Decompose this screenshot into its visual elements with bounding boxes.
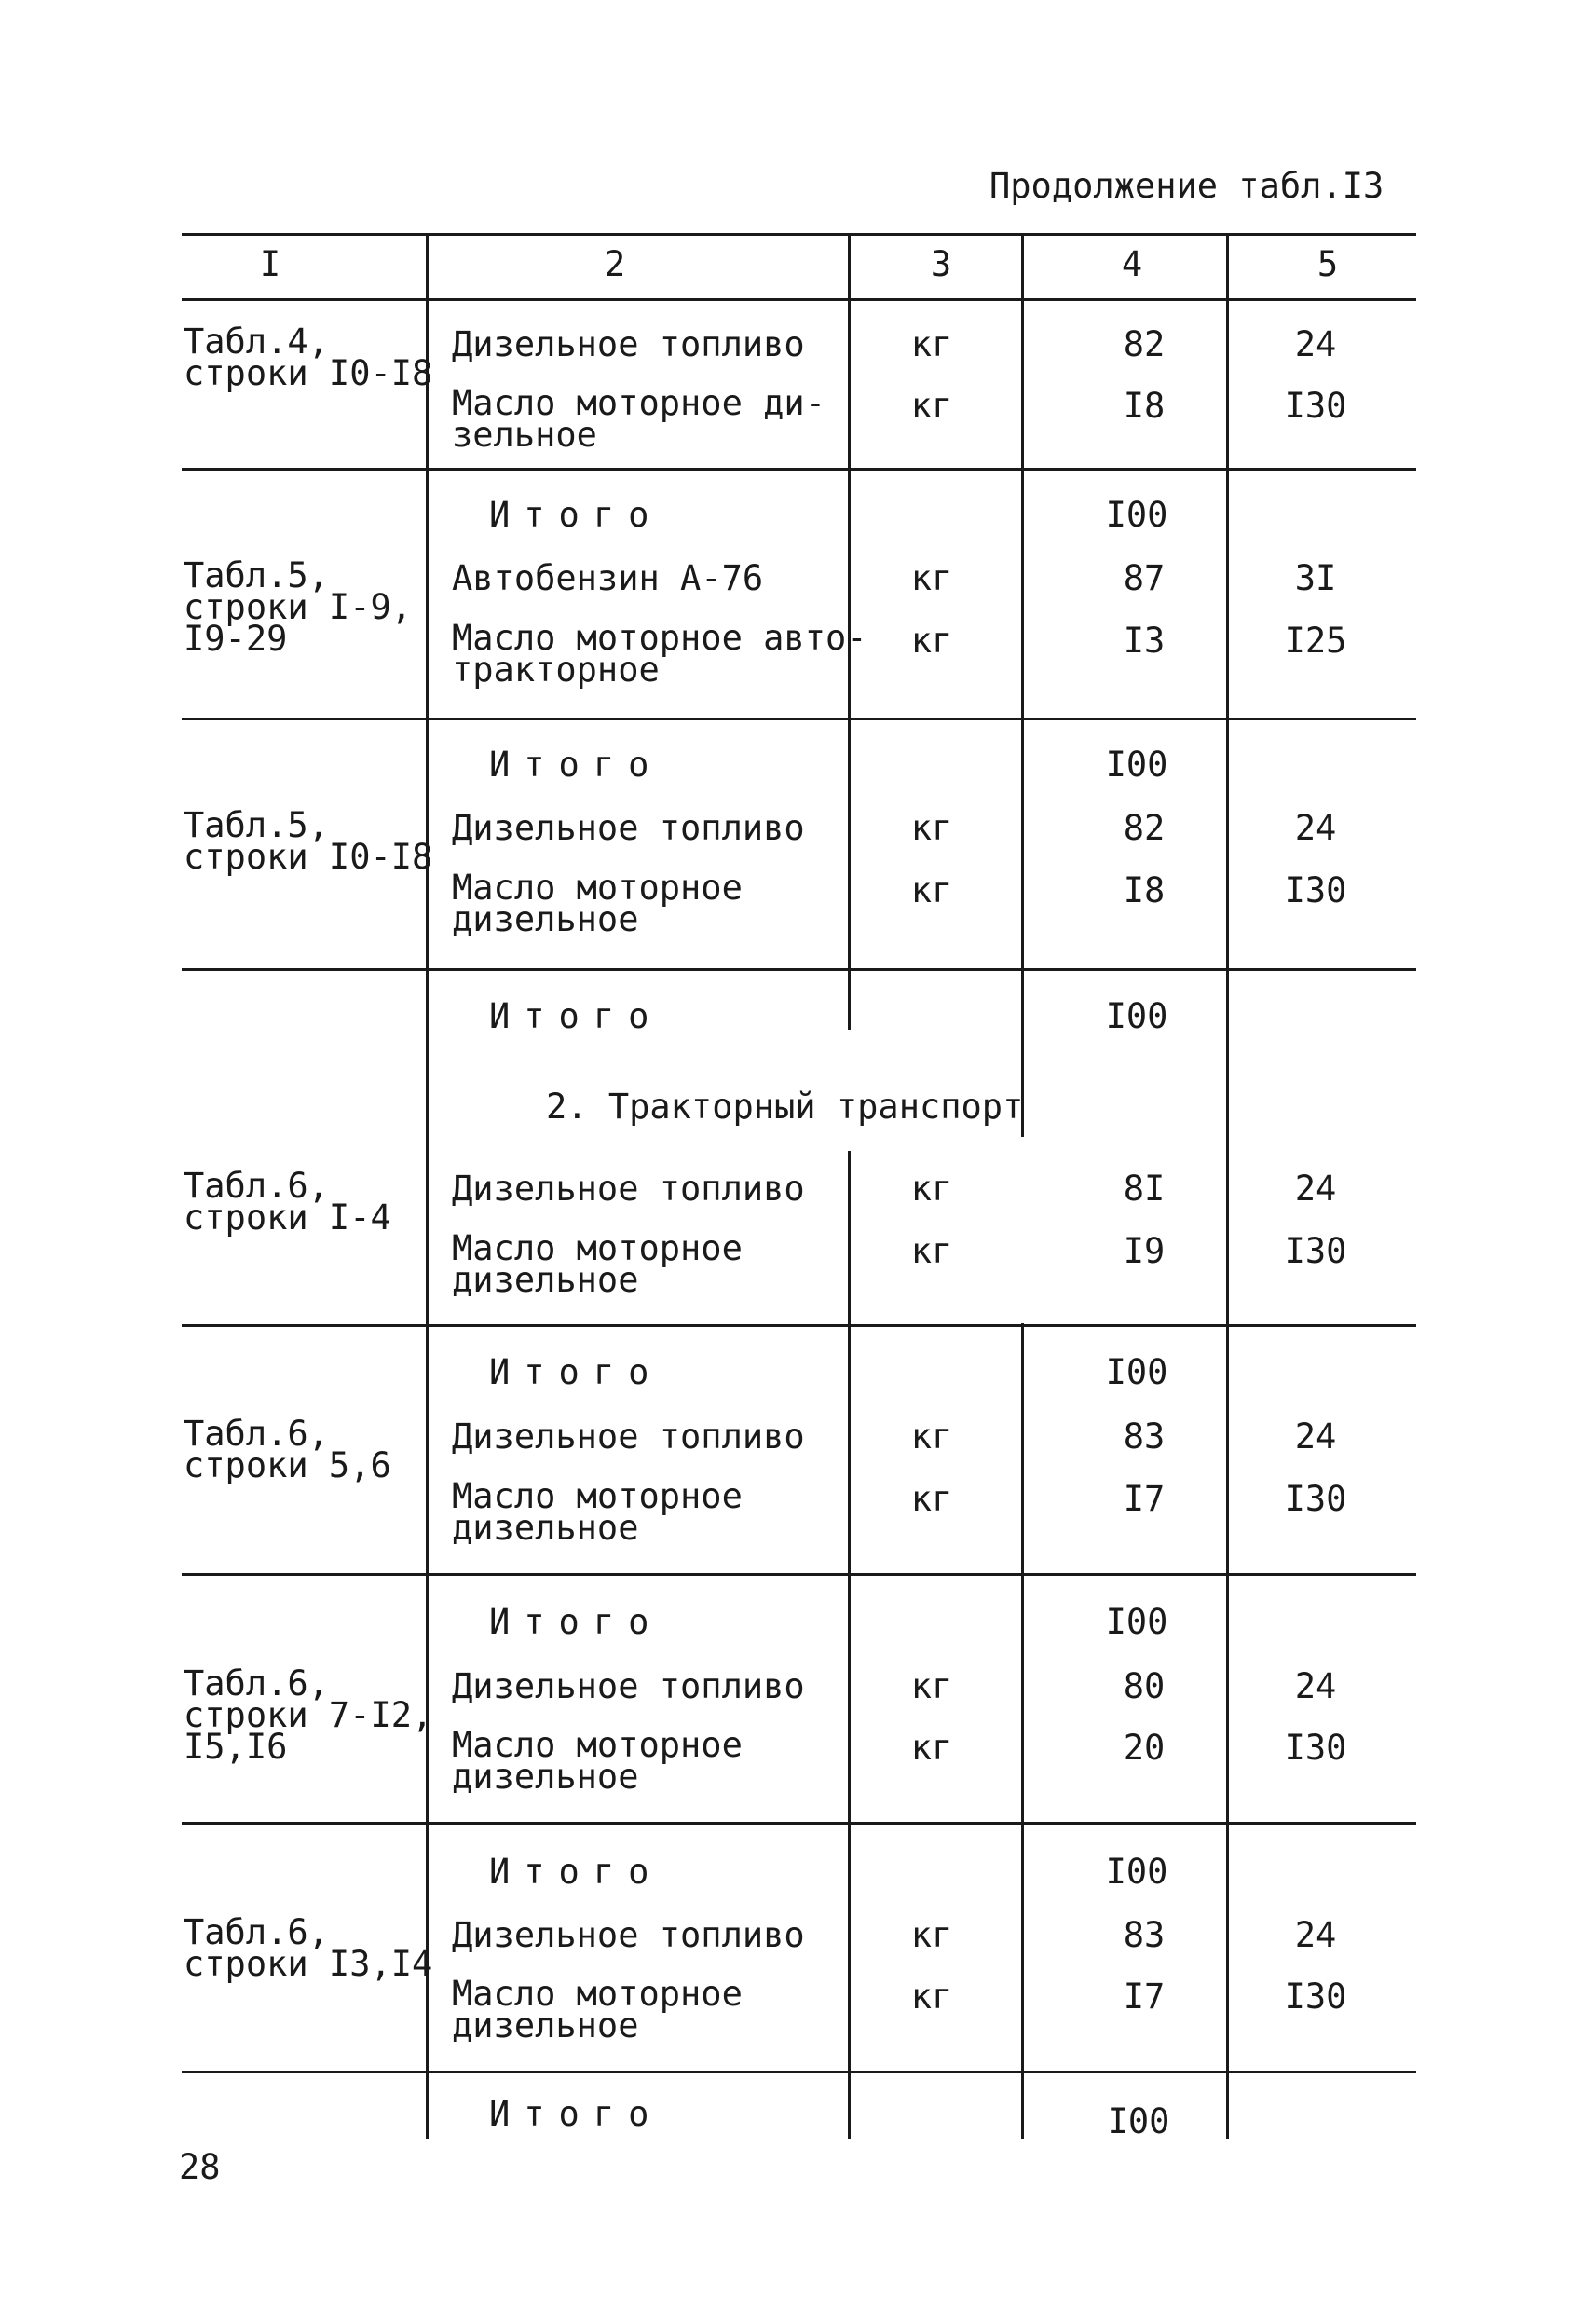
total-value: I00 bbox=[1105, 996, 1168, 1036]
item-unit: кг bbox=[910, 1915, 953, 1955]
section-title: 2. Тракторный транспорт bbox=[546, 1087, 1024, 1127]
item-name: Дизельное топливо bbox=[452, 1666, 805, 1706]
item-unit: кг bbox=[910, 1416, 953, 1457]
item-unit: кг bbox=[910, 621, 953, 661]
item-unit: кг bbox=[910, 1728, 953, 1768]
column-header-4: 4 bbox=[1121, 244, 1143, 284]
item-share: I7 bbox=[1123, 1977, 1166, 2017]
item-unit: кг bbox=[910, 1666, 953, 1706]
item-code: I30 bbox=[1284, 1479, 1347, 1519]
item-unit: кг bbox=[910, 1977, 953, 2017]
total-label: Итого bbox=[489, 495, 663, 535]
item-unit: кг bbox=[910, 1479, 953, 1519]
column-rule-3a bbox=[1021, 233, 1024, 1137]
column-rule-1 bbox=[426, 233, 429, 2139]
source-cell: Табл.5, строки I-9, I9-29 bbox=[184, 555, 413, 659]
total-label: Итого bbox=[489, 1602, 663, 1642]
group-rule-7 bbox=[182, 2071, 1416, 2073]
item-name: Автобензин А-76 bbox=[452, 558, 764, 598]
item-name: Дизельное топливо bbox=[452, 324, 805, 364]
item-code: I30 bbox=[1284, 386, 1347, 426]
column-header-3: 3 bbox=[930, 244, 952, 284]
item-unit: кг bbox=[910, 558, 953, 598]
column-header-1: I bbox=[259, 244, 281, 284]
total-value: I00 bbox=[1105, 1852, 1168, 1892]
item-share: I9 bbox=[1123, 1231, 1166, 1271]
group-rule-3 bbox=[182, 968, 1416, 971]
item-code: 24 bbox=[1294, 1666, 1337, 1706]
item-share: I7 bbox=[1123, 1479, 1166, 1519]
item-unit: кг bbox=[910, 324, 953, 364]
item-name: Масло моторное дизельное bbox=[452, 868, 743, 939]
source-cell: Табл.6, строки 5,6 bbox=[184, 1414, 391, 1485]
column-rule-3b bbox=[1021, 1323, 1024, 2139]
table-top-rule bbox=[182, 233, 1416, 236]
item-share: 83 bbox=[1123, 1915, 1166, 1955]
item-share: 82 bbox=[1123, 808, 1166, 848]
source-cell: Табл.6, строки 7-I2, I5,I6 bbox=[184, 1663, 433, 1767]
item-name: Масло моторное авто- тракторное bbox=[452, 618, 867, 690]
item-name: Масло моторное дизельное bbox=[452, 1974, 743, 2045]
group-rule-5 bbox=[182, 1573, 1416, 1576]
total-label: Итого bbox=[489, 996, 663, 1036]
table-caption: Продолжение табл.I3 bbox=[989, 166, 1385, 206]
total-value: I00 bbox=[1105, 495, 1168, 535]
item-code: I30 bbox=[1284, 870, 1347, 910]
total-value: I00 bbox=[1107, 2101, 1170, 2141]
item-name: Дизельное топливо bbox=[452, 1169, 805, 1209]
item-code: I25 bbox=[1284, 621, 1347, 661]
item-code: 24 bbox=[1294, 324, 1337, 364]
item-code: 3I bbox=[1294, 558, 1337, 598]
item-share: 20 bbox=[1123, 1728, 1166, 1768]
item-unit: кг bbox=[910, 1231, 953, 1271]
item-share: 82 bbox=[1123, 324, 1166, 364]
item-unit: кг bbox=[910, 808, 953, 848]
header-bottom-rule bbox=[182, 298, 1416, 301]
total-label: Итого bbox=[489, 1852, 663, 1892]
item-name: Дизельное топливо bbox=[452, 808, 805, 848]
item-code: 24 bbox=[1294, 1169, 1337, 1209]
item-name: Дизельное топливо bbox=[452, 1915, 805, 1955]
item-name: Масло моторное дизельное bbox=[452, 1476, 743, 1548]
source-cell: Табл.5, строки I0-I8 bbox=[184, 805, 433, 877]
total-label: Итого bbox=[489, 745, 663, 785]
item-share: 80 bbox=[1123, 1666, 1166, 1706]
item-name: Масло моторное дизельное bbox=[452, 1228, 743, 1300]
item-code: I30 bbox=[1284, 1728, 1347, 1768]
page-number: 28 bbox=[179, 2147, 221, 2187]
total-value: I00 bbox=[1105, 745, 1168, 785]
group-rule-6 bbox=[182, 1822, 1416, 1825]
total-label: Итого bbox=[489, 2094, 663, 2134]
item-code: I30 bbox=[1284, 1977, 1347, 2017]
item-unit: кг bbox=[910, 870, 953, 910]
item-name: Масло моторное дизельное bbox=[452, 1725, 743, 1797]
item-name: Масло моторное ди- зельное bbox=[452, 383, 825, 455]
item-unit: кг bbox=[910, 386, 953, 426]
source-cell: Табл.6, строки I-4 bbox=[184, 1166, 391, 1238]
item-code: 24 bbox=[1294, 1416, 1337, 1457]
source-cell: Табл.4, строки I0-I8 bbox=[184, 321, 433, 393]
column-header-2: 2 bbox=[604, 244, 626, 284]
total-value: I00 bbox=[1105, 1352, 1168, 1392]
item-name: Дизельное топливо bbox=[452, 1416, 805, 1457]
item-unit: кг bbox=[910, 1169, 953, 1209]
group-rule-2 bbox=[182, 718, 1416, 720]
column-header-5: 5 bbox=[1316, 244, 1339, 284]
item-code: I30 bbox=[1284, 1231, 1347, 1271]
item-code: 24 bbox=[1294, 808, 1337, 848]
total-value: I00 bbox=[1105, 1602, 1168, 1642]
group-rule-4 bbox=[182, 1324, 1416, 1327]
item-share: I8 bbox=[1123, 386, 1166, 426]
item-code: 24 bbox=[1294, 1915, 1337, 1955]
item-share: 8I bbox=[1123, 1169, 1166, 1209]
group-rule-1 bbox=[182, 468, 1416, 471]
total-label: Итого bbox=[489, 1352, 663, 1392]
item-share: 83 bbox=[1123, 1416, 1166, 1457]
source-cell: Табл.6, строки I3,I4 bbox=[184, 1912, 433, 1984]
item-share: I3 bbox=[1123, 621, 1166, 661]
item-share: I8 bbox=[1123, 870, 1166, 910]
item-share: 87 bbox=[1123, 558, 1166, 598]
